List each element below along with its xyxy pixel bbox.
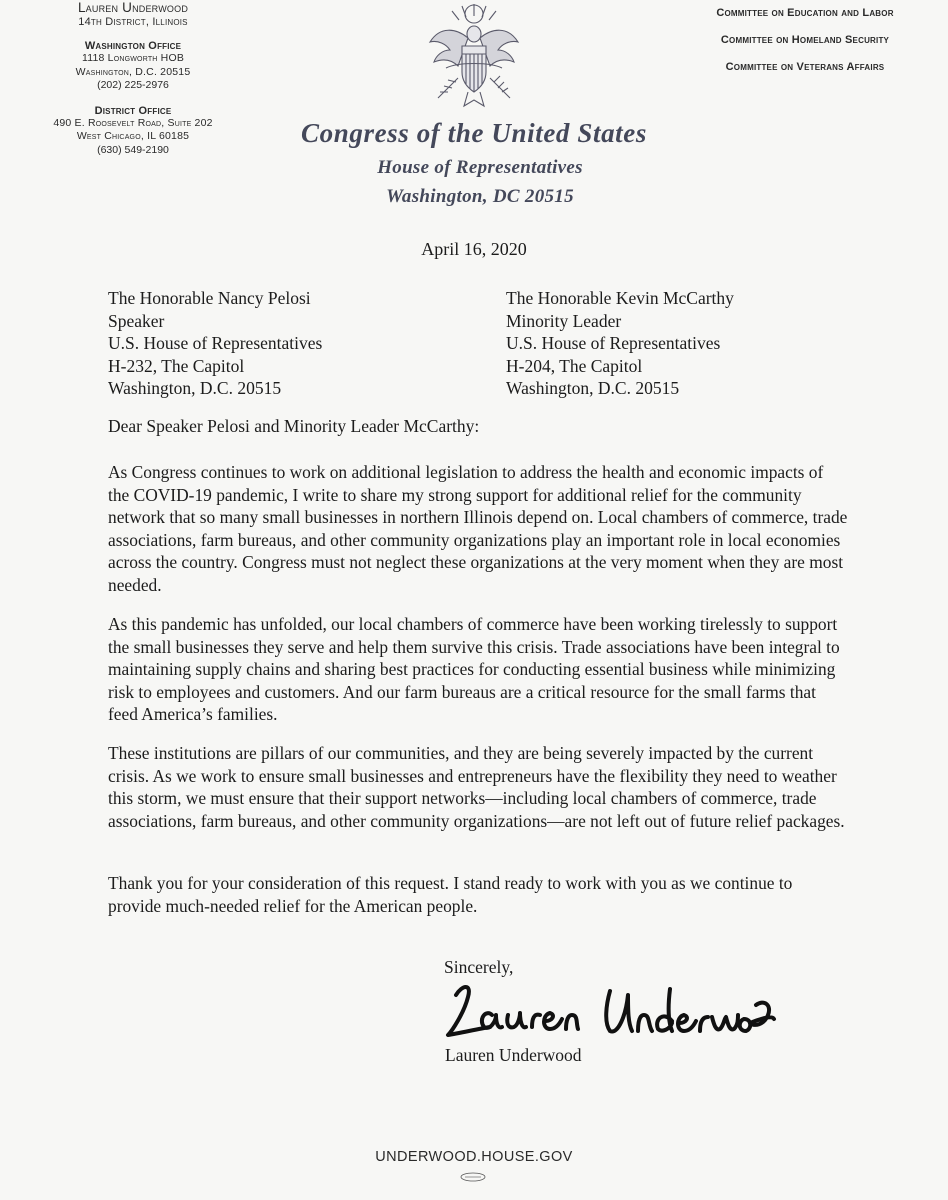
- address-line: Speaker: [108, 310, 165, 331]
- website-url: UNDERWOOD.HOUSE.GOV: [375, 1149, 573, 1165]
- address-line: Washington, D.C. 20515: [108, 378, 282, 398]
- masthead-congress: Congress of the United States: [301, 118, 647, 148]
- member-district: 14th District, Illinois: [78, 16, 188, 28]
- masthead-house: House of Representatives: [377, 157, 583, 178]
- salutation: Dear Speaker Pelosi and Minority Leader McCarthy:: [108, 416, 480, 436]
- washington-office-line: 1118 Longworth HOB: [81, 52, 185, 64]
- recipient-address-left: [108, 287, 322, 400]
- address-line: Washington, D.C. 20515: [506, 378, 680, 398]
- district-office-title: District Office: [94, 104, 172, 117]
- washington-office-line: (202) 225-2976: [97, 79, 169, 91]
- letter-date: April 16, 2020: [421, 239, 527, 259]
- body-paragraph: As this pandemic has unfolded, our local chambers of commerce have been working tirelessly to support the small businesses they serve and help them survive this crisis. Trade associations have been integral to maintaining supply chains and sharing best practices for conducting essential business while minimizing risk to employees and customers. And our farm bureaus are a critical resource for the small farms that feed America’s families.: [108, 614, 840, 724]
- district-office-line: (630) 549-2190: [97, 143, 169, 156]
- committee-item: Committee on Education and Labor: [716, 7, 894, 19]
- body-paragraph: These institutions are pillars of our communities, and they are being severely impacted by the current crisis. As we work to ensure small businesses and entrepreneurs have the flexibility they need to weather this storm, we must ensure that their support networks—including local chambers of commerce, trade associations, farm bureaus, and other community organizations—are not left out of future relief packages.: [108, 743, 845, 831]
- handwritten-signature: [438, 975, 778, 1045]
- address-line: H-204, The Capitol: [506, 355, 643, 376]
- district-office-line: 490 E. Roosevelt Road, Suite 202: [53, 116, 213, 129]
- committee-item: Committee on Veterans Affairs: [725, 61, 885, 73]
- closing: Sincerely,: [444, 957, 514, 977]
- committee-list: [690, 0, 920, 81]
- washington-office-title: Washington Office: [84, 40, 182, 52]
- member-name: Lauren Underwood: [77, 0, 189, 15]
- signer-name: Lauren Underwood: [445, 1045, 582, 1065]
- address-line: U.S. House of Representatives: [506, 333, 721, 353]
- district-office-line: West Chicago, IL 60185: [76, 130, 190, 142]
- address-line: U.S. House of Representatives: [108, 333, 323, 353]
- great-seal-eagle-icon: [422, 2, 526, 118]
- body-paragraph: Thank you for your consideration of this request. I stand ready to work with you as we continue to provide much-needed relief for the American people.: [108, 873, 793, 916]
- committee-item: Committee on Homeland Security: [720, 34, 890, 46]
- body-paragraph: As Congress continues to work on additional legislation to address the health and economic impacts of the COVID-19 pandemic, I write to share my strong support for additional relief for the community network that so many small businesses in northern Illinois depend on. Local chambers of commerce, trade associations, farm bureaus, and other community organizations play an important role in local economies across the country. Congress must not neglect these organizations at the very moment when they are most needed.: [108, 462, 848, 595]
- address-line: H-232, The Capitol: [108, 355, 245, 376]
- masthead-city: Washington, DC 20515: [386, 186, 574, 207]
- union-bug-icon: [460, 1172, 486, 1182]
- address-line: The Honorable Nancy Pelosi: [108, 288, 311, 308]
- address-line: The Honorable Kevin McCarthy: [506, 288, 734, 308]
- address-line: Minority Leader: [506, 310, 622, 331]
- recipient-address-right: [506, 287, 734, 400]
- washington-office-line: Washington, D.C. 20515: [75, 65, 191, 78]
